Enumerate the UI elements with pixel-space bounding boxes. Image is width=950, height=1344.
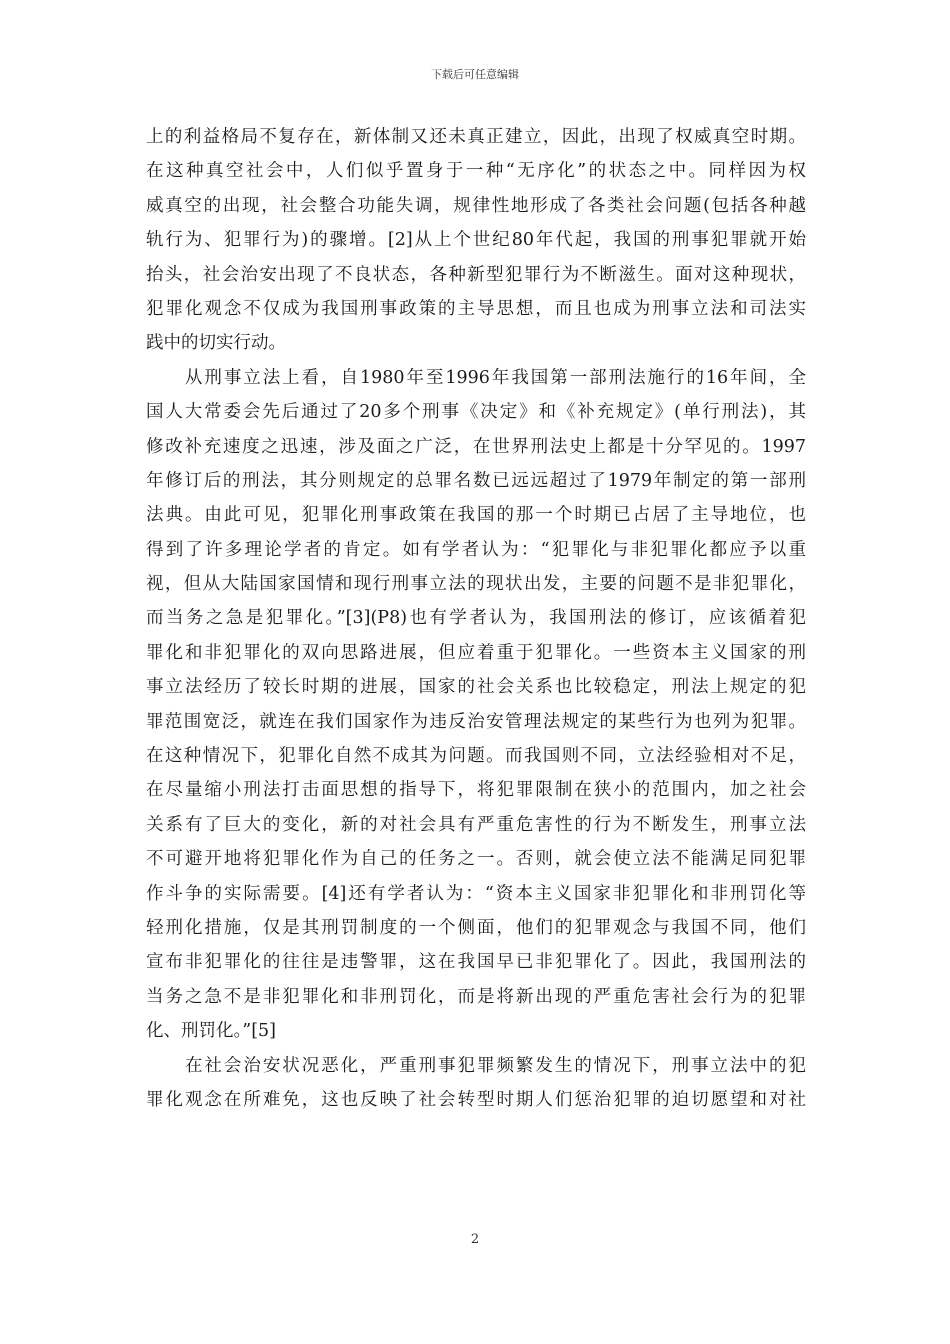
text-line: 威真空的出现，社会整合功能失调，规律性地形成了各类社会问题(包括各种越 [146,195,806,216]
text-line: 作斗争的实际需要。[4]还有学者认为：“资本主义国家非犯罪化和非刑罚化等 [146,883,806,904]
text-line: 犯罪化观念不仅成为我国刑事政策的主导思想，而且也成为刑事立法和司法实 [146,298,806,319]
text-line: 从刑事立法上看，自1980年至1996年我国第一部刑法施行的16年间，全 [146,367,806,388]
text-line: 而当务之急是犯罪化。”[3](P8)也有学者认为，我国刑法的修订，应该循着犯 [146,608,806,629]
page-header: 下载后可任意编辑 [431,68,519,81]
text-line: 宣布非犯罪化的往往是违警罪，这在我国早已非犯罪化了。因此，我国刑法的 [146,952,806,973]
text-line: 罪化观念在所难免，这也反映了社会转型时期人们惩治犯罪的迫切愿望和对社 [146,1089,806,1110]
text-line: 上的利益格局不复存在，新体制又还未真正建立，因此，出现了权威真空时期。 [146,127,806,147]
text-line: 关系有了巨大的变化，新的对社会具有严重危害性的行为不断发生，刑事立法 [146,814,806,835]
document-body [146,120,806,1117]
text-line: 事立法经历了较长时期的进展，国家的社会关系也比较稳定，刑法上规定的犯 [146,677,806,698]
text-line: 化、刑罚化。”[5] [146,1021,276,1042]
text-line: 在这种真空社会中，人们似乎置身于一种“无序化”的状态之中。同样因为权 [146,161,806,182]
text-line: 践中的切实行动。 [146,333,286,354]
text-line: 在这种情况下，犯罪化自然不成其为问题。而我国则不同，立法经验相对不足， [146,746,806,767]
text-line: 在尽量缩小刑法打击面思想的指导下，将犯罪限制在狭小的范围内，加之社会 [146,780,806,801]
text-line: 当务之急不是非犯罪化和非刑罚化，而是将新出现的严重危害社会行为的犯罪 [146,986,806,1007]
text-line: 在社会治安状况恶化，严重刑事犯罪频繁发生的情况下，刑事立法中的犯 [146,1055,806,1076]
page-number: 2 [470,1232,480,1247]
text-line: 法典。由此可见，犯罪化刑事政策在我国的那一个时期已占居了主导地位，也 [146,505,806,526]
text-line: 视，但从大陆国家国情和现行刑事立法的现状出发，主要的问题不是非犯罪化， [146,574,806,595]
text-line: 国人大常委会先后通过了20多个刑事《决定》和《补充规定》(单行刑法)，其 [146,402,806,423]
text-line: 得到了许多理论学者的肯定。如有学者认为：“犯罪化与非犯罪化都应予以重 [146,539,806,560]
text-line: 罪范围宽泛，就连在我们国家作为违反治安管理法规定的某些行为也列为犯罪。 [146,711,806,732]
text-line: 罪化和非犯罪化的双向思路进展，但应着重于犯罪化。一些资本主义国家的刑 [146,642,806,663]
text-line: 不可避开地将犯罪化作为自己的任务之一。否则，就会使立法不能满足同犯罪 [146,849,806,870]
text-line: 抬头，社会治安出现了不良状态，各种新型犯罪行为不断滋生。面对这种现状， [146,264,806,285]
text-line: 轻刑化措施，仅是其刑罚制度的一个侧面，他们的犯罪观念与我国不同，他们 [146,917,806,938]
text-line: 修改补充速度之迅速，涉及面之广泛，在世界刑法史上都是十分罕见的。1997 [146,436,806,457]
text-line: 年修订后的刑法，其分则规定的总罪名数已远远超过了1979年制定的第一部刑 [146,470,806,491]
text-line: 轨行为、犯罪行为)的骤增。[2]从上个世纪80年代起，我国的刑事犯罪就开始 [146,230,806,251]
